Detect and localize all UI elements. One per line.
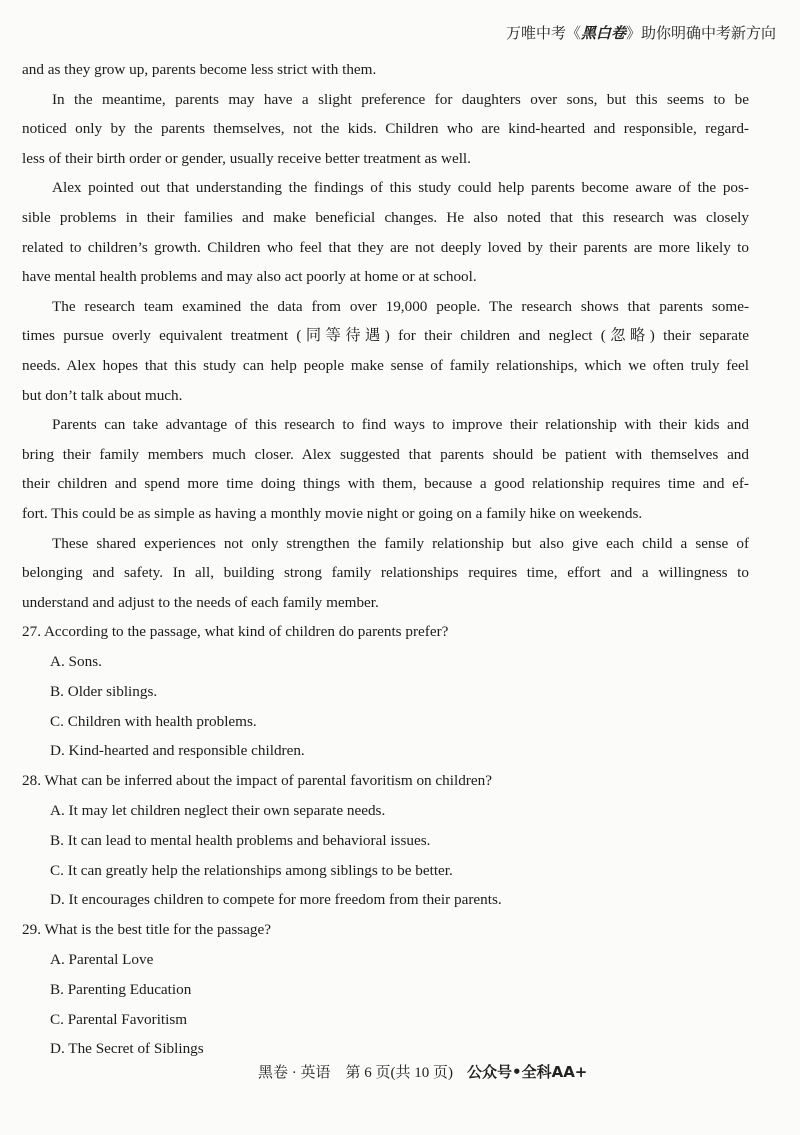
question-stem: 29. What is the best title for the passage? <box>22 921 271 939</box>
header-prefix: 万唯中考《 <box>505 24 581 42</box>
paragraph <box>22 173 749 291</box>
text-line: belonging and safety. In all, building strong family relationships requires time, effort and a willingness to <box>22 564 749 582</box>
question <box>22 915 749 1064</box>
text-line: Alex pointed out that understanding the findings of this study could help parents become aware of the pos- <box>52 179 749 197</box>
passage-body <box>22 55 749 1064</box>
text-line: The research team examined the data from over 19,000 people. The research shows that parents some- <box>52 297 749 315</box>
answer-option: A. Sons. <box>50 653 102 671</box>
text-line: less of their birth order or gender, usually receive better treatment as well. <box>22 149 471 167</box>
header-suffix: 》助你明确中考新方向 <box>625 24 776 42</box>
question-stem: 27. According to the passage, what kind of children do parents prefer? <box>22 623 449 641</box>
text-line: noticed only by the parents themselves, not the kids. Children who are kind-hearted and responsible, regard- <box>22 120 749 138</box>
text-line: bring their family members much closer. Alex suggested that parents should be patient with themselves and <box>22 445 749 463</box>
answer-option: A. Parental Love <box>50 951 154 969</box>
answer-option: C. It can greatly help the relationships among siblings to be better. <box>50 861 453 879</box>
text-line: their children and spend more time doing things with them, because a good relationship requires time and ef- <box>22 475 749 493</box>
paragraph <box>22 55 749 85</box>
page-header <box>506 22 776 43</box>
question <box>22 617 749 766</box>
text-line: In the meantime, parents may have a slight preference for daughters over sons, but this seems to be <box>52 90 749 108</box>
text-line: Parents can take advantage of this research to find ways to improve their relationship with their kids and <box>52 416 749 434</box>
paragraph <box>22 292 749 410</box>
question <box>22 766 749 915</box>
answer-option: C. Parental Favoritism <box>50 1010 188 1028</box>
watermark: 公众号•全科AA+ <box>467 1063 588 1081</box>
text-line: but don’t talk about much. <box>22 386 183 404</box>
answer-option: D. Kind-hearted and responsible children. <box>50 742 305 760</box>
answer-option: D. The Secret of Siblings <box>50 1040 204 1058</box>
text-line: sible problems in their families and make beneficial changes. He also noted that this research was closely <box>22 208 749 226</box>
paragraph <box>22 529 749 618</box>
text-line: and as they grow up, parents become less strict with them. <box>22 61 377 78</box>
text-line: have mental health problems and may also act poorly at home or at school. <box>22 268 477 286</box>
question-stem: 28. What can be inferred about the impact of parental favoritism on children? <box>22 772 492 790</box>
text-line: understand and adjust to the needs of each family member. <box>22 593 379 611</box>
text-line: related to children’s growth. Children who feel that they are not deeply loved by their parents are more likely to <box>22 238 749 256</box>
answer-option: C. Children with health problems. <box>50 712 257 730</box>
paragraph <box>22 85 749 174</box>
answer-option: B. Parenting Education <box>50 980 192 998</box>
text-line: needs. Alex hopes that this study can help people make sense of family relationships, which we often truly feel <box>22 356 749 374</box>
answer-option: D. It encourages children to compete for more freedom from their parents. <box>50 891 502 909</box>
text-line: These shared experiences not only strengthen the family relationship but also give each child a sense of <box>52 534 749 552</box>
answer-option: B. It can lead to mental health problems and behavioral issues. <box>50 831 431 849</box>
answer-option: A. It may let children neglect their own separate needs. <box>50 802 386 820</box>
paragraph <box>22 410 749 528</box>
page-number: 黑卷 · 英语 第 6 页(共 10 页) <box>258 1065 453 1081</box>
page-footer <box>258 1061 587 1082</box>
text-line: times pursue overly equivalent treatment (同等待遇) for their children and neglect (忽略) their separate <box>22 327 749 345</box>
answer-option: B. Older siblings. <box>50 682 158 700</box>
text-line: fort. This could be as simple as having a monthly movie night or going on a family hike on weekends. <box>22 504 643 522</box>
header-brand: 黑白卷 <box>580 24 626 42</box>
